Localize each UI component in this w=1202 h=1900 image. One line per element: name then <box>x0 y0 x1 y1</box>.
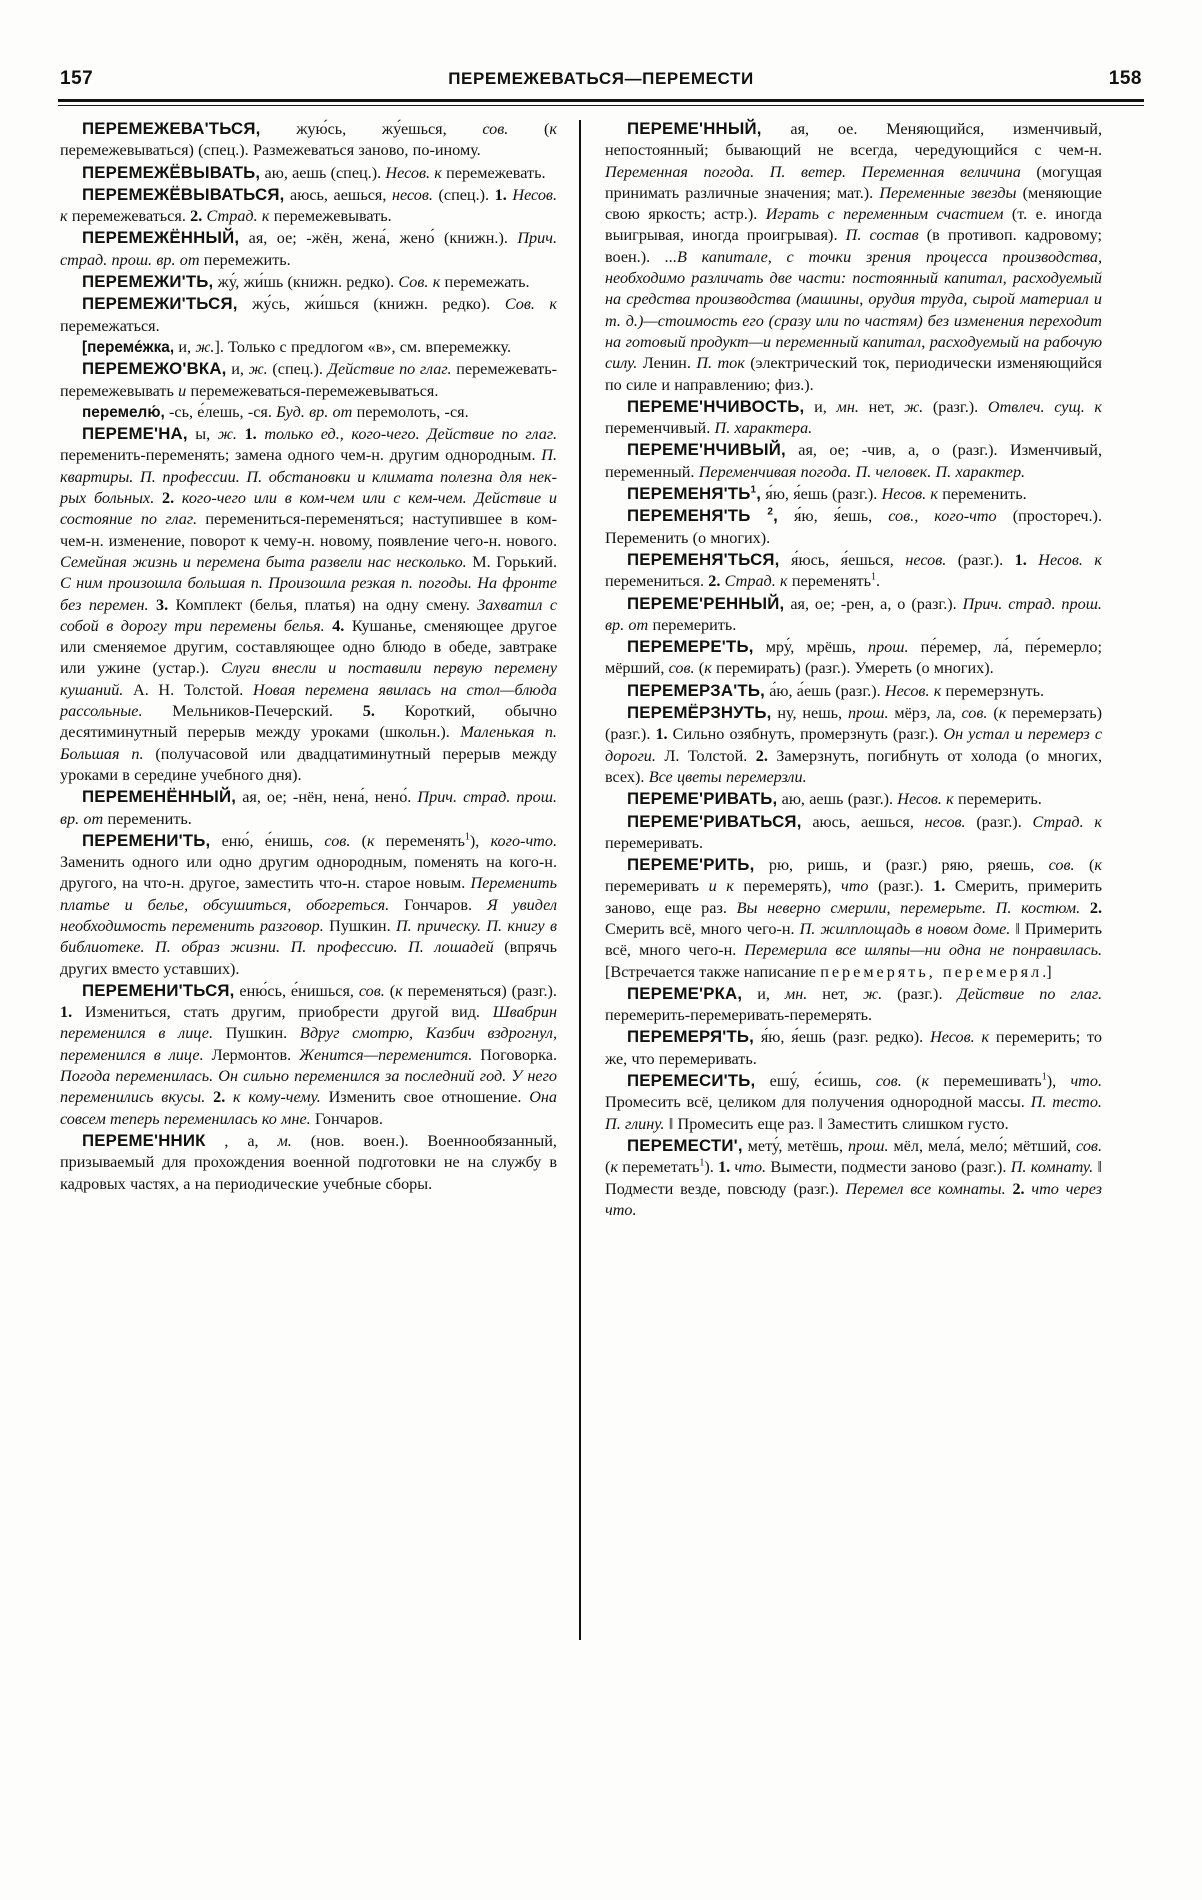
entry-definition: ну, нешь, прош. мёрз, ла, сов. (к перемерзать) (разг.). 1. Сильно озябнуть, промерзнуть (разг.). Он устал и перемерз с дороги. Л. Толстой. 2. Замерзнуть, погибнуть от холода (о многих, всех). Все цветы перемерзли. <box>605 704 1102 786</box>
dictionary-entry <box>60 830 557 980</box>
entry-definition: аюсь, аешься, несов. (разг.). Страд. к перемеривать. <box>605 812 1102 852</box>
page-number-left: 157 <box>60 68 94 89</box>
dictionary-entry <box>60 337 557 358</box>
entry-definition: я́ю, я́ешь, сов., кого-что (простореч.). Переменить (о многих). <box>605 507 1102 547</box>
entry-headword: ПЕРЕМЕ'НЧИВОСТЬ, <box>627 396 805 416</box>
entry-headword: ПЕРЕМЕЖЕВА'ТЬСЯ, <box>82 119 261 138</box>
dictionary-entry <box>605 636 1102 680</box>
running-head <box>60 68 1142 96</box>
entry-headword: ПЕРЕМЕСИ'ТЬ, <box>627 1071 756 1091</box>
entry-headword: ПЕРЕМЕНЁННЫЙ, <box>82 787 237 807</box>
dictionary-entry <box>605 549 1102 593</box>
dictionary-entry <box>605 483 1102 505</box>
entry-headword: ПЕРЕМЕ'РИТЬ, <box>627 855 755 875</box>
entry-headword: ПЕРЕМЕНЯ'ТЬ $^2$, <box>627 506 778 526</box>
entry-definition: жу́, жи́шь (книжн. редко). Сов. к перемежать. <box>213 273 530 292</box>
entry-definition: ая, ое. Меняющийся, изменчивый, непостоянный; бывающий не всегда, чередующийся с чем-н. Переменная погода. П. ветер. Переменная величина (могущая принимать различные значения; мат.). Переменные звезды (меняющие свою яркость; астр.). Играть с переменным счастием (т. е. иногда выигрывая, иногда проигрывая). П. состав (в противоп. кадровому; воен.). ...В капитале, с точки зрения процесса производства, необходимо различать две части: постоянный капитал, расходуемый на средства производства (машины, орудия труда, сырой материал и т. д.)—стоимость его (сразу или по частям) без изменения переходит на готовый продукт—и переменный капитал, расходуемый на рабочую силу. Ленин. П. ток (электрический ток, периодически изменяющийся по силе и направлению; физ.). <box>605 120 1102 394</box>
entry-definition: ая, ое; -чив, а, о (разг.). Изменчивый, переменный. Переменчивая погода. П. человек. П. характер. <box>605 441 1102 481</box>
entry-headword: ПЕРЕМЕЖИ'ТЬ, <box>82 272 214 292</box>
running-title: ПЕРЕМЕЖЕВАТЬСЯ—ПЕРЕМЕСТИ <box>448 69 754 88</box>
dictionary-entry <box>60 423 557 786</box>
dictionary-entry <box>605 1135 1102 1221</box>
text-columns <box>60 118 1146 1798</box>
dictionary-entry <box>60 184 557 228</box>
dictionary-entry <box>605 788 1102 810</box>
entry-definition: , а, м. (нов. воен.). Военнообязанный, призываемый для прохождения военной подготовки не на службу в кадровых частях, а на периодические учебные сборы. <box>60 1131 557 1193</box>
dictionary-entry <box>605 439 1102 483</box>
entry-definition: и, мн. нет, ж. (разг.). Отвлеч. сущ. к переменчивый. П. характера. <box>605 397 1103 438</box>
entry-definition: аю, аешь (спец.). Несов. к перемежевать. <box>260 163 546 182</box>
entry-definition: а́ю, а́ешь (разг.). Несов. к перемерзнуть. <box>764 681 1045 700</box>
entry-definition: -сь, е́лешь, -ся. Буд. вр. от перемолоть, -ся. <box>164 402 469 421</box>
dictionary-entry <box>605 702 1102 788</box>
dictionary-entry <box>60 118 557 162</box>
dictionary-entry <box>605 680 1102 702</box>
header-rule <box>58 99 1144 106</box>
header-rule-thin <box>58 105 1144 106</box>
entry-definition: ая, ое; -нён, нена́, нено́. Прич. страд. прош. вр. от переменить. <box>60 788 557 828</box>
entry-headword: $ПЕРЕМЕНЯ'ТЬ^1$, <box>627 484 762 504</box>
dictionary-entry <box>60 227 557 271</box>
entry-headword: ПЕРЕМЕРЯ'ТЬ, <box>627 1027 755 1047</box>
dictionary-entry <box>60 271 557 293</box>
dictionary-entry <box>605 505 1102 549</box>
column-right <box>581 118 1102 1798</box>
entry-headword: ПЕРЕМЕНИ'ТЬ, <box>82 830 211 850</box>
entry-headword: ПЕРЕМЕЖО'ВКА, <box>82 359 227 379</box>
dictionary-entry <box>605 396 1102 440</box>
entry-definition: мру́, мрёшь, прош. пе́ремер, ла́, пе́ремерло; мёрший, сов. (к перемирать) (разг.). Умереть (о многих). <box>605 638 1102 678</box>
entry-definition: я́ю, я́ешь (разг. редко). Несов. к перемерить; то же, что перемеривать. <box>605 1028 1102 1068</box>
entry-definition: ы, ж. 1. только ед., кого-чего. Действие по глаг. переменить-переменять; замена одного чем-н. другим однородным. П. квартиры. П. профессии. П. обстановки и климата полезна для нек-рых больных. 2. кого-чего или в ком-чем или с кем-чем. Действие и состояние по глаг. перемениться-переменяться; наступившее в ком-чем-н. изменение, поворот к чему-н. новому, появление чего-н. нового. Семейная жизнь и перемена быта развели нас несколько. М. Горький. С ним произошла большая п. Произошла резкая п. погоды. На фронте без перемен. 3. Комплект (белья, платья) на одну смену. Захватил с собой в дорогу три перемены белья. 4. Кушанье, сменяющее другое или сменяемое другим, составляющее одно блюдо в обеде, завтраке или ужине (устар.). Слуги внесли и поставили первую перемену кушаний. А. Н. Толстой. Новая перемена явилась на стол—блюда рассольные. Мельников-Печерский. 5. Короткий, обычно десятиминутный перерыв между уроками (школьн.). Маленькая п. Большая п. (получасовой или двадцатиминутный перерыв между уроками в середине учебного дня). <box>60 425 558 784</box>
entry-definition: я́юсь, я́ешься, несов. (разг.). 1. Несов. к перемениться. 2. Страд. к переменять$^1$. <box>605 550 1102 591</box>
entry-headword: ПЕРЕМЕ'НА, <box>82 424 188 444</box>
dictionary-entry <box>60 980 557 1130</box>
dictionary-entry <box>60 162 557 184</box>
entry-headword: ПЕРЕМЕЖЁННЫЙ, <box>82 228 240 248</box>
entry-headword: ПЕРЕМЕ'ННИК <box>82 1130 206 1150</box>
dictionary-entry <box>605 593 1102 637</box>
entry-headword: ПЕРЕМЕЖЁВЫВАТЬ, <box>82 162 261 182</box>
header-rule-thick <box>58 99 1144 102</box>
entry-definition: я́ю, я́ешь (разг.). Несов. к переменить. <box>761 485 1027 504</box>
entry-definition: аю, аешь (разг.). Несов. к перемерить. <box>777 790 1042 809</box>
entry-headword: ПЕРЕМЕ'РКА, <box>627 983 743 1003</box>
entry-headword: ПЕРЕМЕ'РЕННЫЙ, <box>627 593 785 613</box>
dictionary-entry <box>605 1070 1102 1135</box>
dictionary-entry <box>60 358 557 402</box>
entry-definition: ешу́, е́сишь, сов. (к перемешивать$^1$), что. Промесить всё, целиком для получения однородной массы. П. тесто. П. глину. ‖ Промесить еще раз. ‖ Заместить слишком густо. <box>605 1071 1102 1133</box>
dictionary-entry <box>605 1026 1102 1070</box>
dictionary-entry <box>60 1130 557 1195</box>
dictionary-entry <box>605 983 1102 1027</box>
dictionary-entry <box>605 118 1102 396</box>
entry-headword: ПЕРЕМЕЖИ'ТЬСЯ, <box>82 294 238 314</box>
page-number-right: 158 <box>1108 68 1142 89</box>
entry-headword: ПЕРЕМЕ'ННЫЙ, <box>627 119 762 138</box>
entry-headword: ПЕРЕМЕ'РИВАТЬСЯ, <box>627 811 802 831</box>
dictionary-entry <box>605 854 1102 983</box>
entry-headword: ПЕРЕМЕРЗА'ТЬ, <box>627 680 765 700</box>
entry-definition: ая, ое; -рен, а, о (разг.). Прич. страд. прош. вр. от перемерить. <box>605 594 1102 634</box>
entry-headword: ПЕРЕМЕНЯ'ТЬСЯ, <box>627 549 780 569</box>
dictionary-entry <box>605 811 1102 855</box>
entry-definition: аюсь, аешься, несов. (спец.). 1. Несов. к перемежеваться. 2. Страд. к перемежевывать. <box>60 185 557 226</box>
dictionary-entry <box>60 786 557 830</box>
entry-headword: ПЕРЕМЕРЕ'ТЬ, <box>627 637 754 657</box>
entry-definition: еню́, е́нишь, сов. (к переменять$^1$), кого-что. Заменить одного или одно другим однородным, поменять на кого-н. другого, на что-н. другое, заместить что-н. старое новым. Переменить платье и белье, обсушиться, обогреться. Гончаров. Я увидел необходимость переменить разговор. Пушкин. П. прическу. П. книгу в библиотеке. П. образ жизни. П. профессию. П. лошадей (впрячь других вместо уставших). <box>60 831 558 978</box>
entry-headword: [переме́жка, <box>82 338 175 356</box>
entry-definition: и, ж. (спец.). Действие по глаг. перемежевать-перемежевывать и перемежеваться-перемежевываться. <box>60 360 557 400</box>
entry-headword: ПЕРЕМЕЖЁВЫВАТЬСЯ, <box>82 184 285 204</box>
entry-headword: ПЕРЕМЕ'РИВАТЬ, <box>627 789 778 809</box>
entry-definition: ая, ое; -жён, жена́, жено́ (книжн.). Прич. страд. прош. вр. от перемежить. <box>60 229 557 269</box>
entry-headword: ПЕРЕМЕНИ'ТЬСЯ, <box>82 980 235 1000</box>
entry-headword: ПЕРЕМЕ'НЧИВЫЙ, <box>627 440 786 460</box>
column-left <box>60 118 579 1798</box>
entry-headword: перемелю́, <box>82 403 165 421</box>
entry-definition: еню́сь, е́нишься, сов. (к переменяться) (разг.). 1. Измениться, стать другим, приобрести другой вид. Швабрин переменился в лице. Пушкин. Вдруг смотрю, Казбич вздрогнул, переменился в лице. Лермонтов. Женится—переменится. Поговорка. Погода переменилась. Он сильно переменился за последний год. У него переменились вкусы. 2. к кому-чему. Изменить свое отношение. Она совсем теперь переменилась ко мне. Гончаров. <box>60 981 558 1128</box>
entry-headword: ПЕРЕМЕСТИ', <box>627 1135 743 1155</box>
dictionary-entry <box>60 402 557 423</box>
entry-headword: ПЕРЕМЁРЗНУТЬ, <box>627 703 772 723</box>
entry-definition: жую́сь, жу́ешься, сов. (к перемежевываться) (спец.). Размежеваться заново, по-иному. <box>60 120 557 160</box>
entry-definition: и, мн. нет, ж. (разг.). Действие по глаг. перемерить-перемеривать-перемерять. <box>605 984 1102 1025</box>
entry-definition: жу́сь, жи́шься (книжн. редко). Сов. к перемежаться. <box>60 295 557 335</box>
entry-definition: мету́, метёшь, прош. мёл, мела́, мело́; мётший, сов. (к переметать$^1$). 1. что. Вымести, подмести заново (разг.). П. комнату. ‖ Подмести везде, повсюду (разг.). Перемел все комнаты. 2. что через что. <box>605 1136 1103 1219</box>
entry-definition: рю, ришь, и (разг.) ряю, ряешь, сов. (к перемеривать и к перемерять), что (разг.). 1. Смерить, примерить заново, еще раз. Вы неверно смерили, перемерьте. П. костюм. 2. Смерить всё, много чего-н. П. жилплощадь в новом доме. ‖ Примерить всё, много чего-н. Перемерила все шляпы—ни одна не понравилась. [Встречается также написание перемерять, перемерял.] <box>605 856 1103 981</box>
entry-definition: и, ж.]. Только с предлогом «в», см. вперемежку. <box>174 337 512 356</box>
dictionary-entry <box>60 293 557 337</box>
